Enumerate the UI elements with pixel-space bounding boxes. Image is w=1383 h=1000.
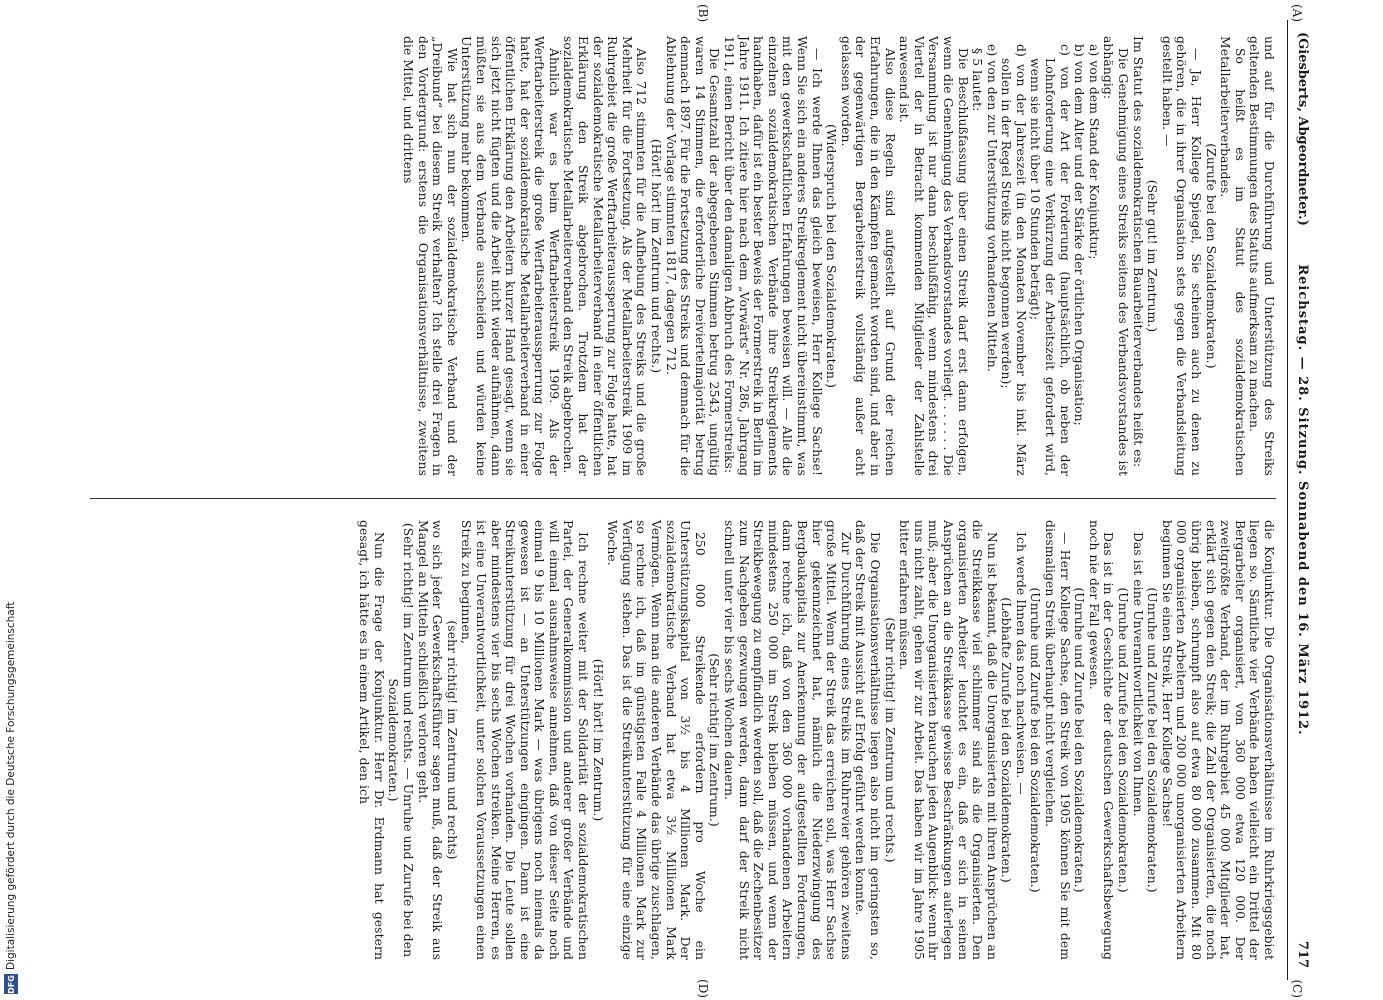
list-item: d) von der Jahreszeit (in den Monaten November bis inkl. März sollen in der Regel Streiks nicht begonnen werden); xyxy=(999,44,1028,476)
interjection: (Widerspruch bei den Sozialdemokraten.) xyxy=(824,124,839,388)
page-number: 717 xyxy=(1295,940,1310,968)
right-paragraph: Ich rechne weiter mit der Solidarität der sozialdemokratischen Partei, der Generalkommission und anderer großer Verbände und will einmal ausnahmsweise annehmen, daß von dieser Seite noch einmal 9 bis 10 Millionen Mark — was übrigens noch niemals da gewesen ist — an Unterstützungen eingingen. Dann ist eine Streikunterstützung für drei Wochen vorhanden. Die Leute sollen aber mindestens vier bis sechs Wochen streiken. Meine Herren, es ist eine Unverantwortlichkeit, unter solchen Voraussetzungen einen Streik zu beginnen, xyxy=(459,520,591,960)
left-paragraph: Die Beschlußfassung über einen Streik darf erst dann erfolgen, wenn die Genehmigung des Verbandsvorstandes vorliegt. . . . . . . Die Versammlung ist nur dann beschlußfähig, wenn mindestens drei Viertel der in Betracht kommenden Mitglieder der Zahlstelle anwesend ist. xyxy=(897,36,970,476)
right-paragraph: Ich werde Ihnen das noch nachweisen. — xyxy=(1013,532,1028,795)
digitization-credit: Digitalisierung gefördert durch die Deutsche Forschungsgemeinschaft xyxy=(5,601,17,970)
interjection: (Sehr gut! im Zentrum.) xyxy=(1145,179,1160,333)
interjection: (Unruhe und Zurufe bei den Sozialdemokraten.) xyxy=(1116,587,1131,893)
margin-marker-a: (A) xyxy=(1290,4,1304,23)
interjection: (Zurufe bei den Sozialdemokraten.) xyxy=(1203,143,1218,369)
list-item: b) von dem Alter und der Stärke der örtlichen Organisation; xyxy=(1072,44,1087,426)
margin-marker-c: (C) xyxy=(1290,979,1304,998)
column-divider xyxy=(90,498,1276,499)
right-paragraph: 250 000 Streikende erfordern pro Woche ein Unterstützungskapital von 3½ bis 4 Millionen Mark. Der sozialdemokratische Verband hat etwa 3½ Millionen Mark Vermögen. Wenn man die anderen Verbände das übrige zuschlagen, so rechne ich, daß im günstigsten Falle 4 Millionen Mark zur Verfügung stehen. Das ist die Streikunterstützung für eine einzige Woche. xyxy=(605,520,707,960)
right-paragraph: Nun die Frage der Konjunktur. Herr Dr. Erdmann hat gestern gesagt, ich hätte es in einem Artikel, den ich xyxy=(357,520,386,960)
right-paragraph: die Konjunktur. Die Organisationsverhältnisse im Ruhrkriegsgebiet liegen so. Sämtliche vier Verbände haben vielleicht ein Drittel der Bergarbeiter organisiert, von 360 000 etwa 120 000. Der zweitgrößte Verband, der im Ruhrgebiet 45 000 Mitglieder hat, erklärt sich gegen den Streik; die Zahl der Organisierten, die noch übrig bleiben, schrumpft also auf etwa 80 000 zusammen. Mit 80 000 organisierten Arbeitern und 200 000 unorganisierten Arbeitern beginnen Sie einen Streik, Herr Kollege Sachse! xyxy=(1159,520,1276,960)
interjection: (Unruhe und Zurufe bei den Sozialdemokraten.) xyxy=(1072,587,1087,893)
right-paragraph: wo sich jeder Gewerkschaftsführer sagen muß, daß der Streik aus Mangel an Mitteln schließlich verloren geht. xyxy=(415,520,445,960)
left-paragraph: und auf für die Durchführung und Unterstützung des Streiks geltenden Bestimmungen des Statuts aufmerksam zu machen. xyxy=(1247,36,1276,476)
right-paragraph: Das ist in der Geschichte der deutschen Gewerkschaftsbewegung noch nie der Fall gewesen. xyxy=(1086,520,1116,960)
interjection: (Sehr richtig! im Zentrum.) xyxy=(707,653,722,827)
left-paragraph: Im Statut des sozialdemokratischen Bauarbeiterverbandes heißt es: xyxy=(1130,36,1145,468)
page-header xyxy=(1287,20,1314,980)
left-paragraph: Also diese Regeln sind aufgestellt auf Grund der reichen Erfahrungen, die in den Kämpfen gemacht worden sind, und aber in der gegenwärtigen Bergarbeiterstreik vollständig außer acht gelassen worden. xyxy=(838,36,897,476)
header-speaker: (Giesberts, Abgeordneter.) xyxy=(1295,32,1310,226)
right-column xyxy=(82,520,1276,960)
left-paragraph: Ähnlich war es beim Werftarbeiterstreik 1909. Als der Werftarbeiterstreik die große Werftarbeiteraussperrung zur Folge hatte, hat der sozialdemokratische Metallarbeiterverband in einer öffentlichen Erklärung den Arbeitern kurzer Hand gesagt, wenn sie sich jetzt nicht fügten und die Arbeit nicht wieder aufnähmen, dann müßten sie aus dem Verbande ausscheiden und würden keine Unterstützung mehr bekommen. xyxy=(459,36,561,476)
left-paragraph: Also 712 stimmten für die Aufhebung des Streiks und die große Mehrheit für die Fortsetzung. Als der Metallarbeiterstreik 1909 im Ruhrgebiet die große Werftarbeiteraussperrung zur Folge hatte, hat der sozialdemokratische Metallarbeiterverband in einer öffentlichen Erklärung den Streik abgebrochen. Trotzdem hat der sozialdemokratische Metallarbeiterverband den Streik abgebrochen. xyxy=(561,36,649,476)
interjection: (Unruhe und Zurufe bei den Sozialdemokraten.) xyxy=(1028,587,1043,893)
interjection: (Hört! hört! im Zentrum.) xyxy=(590,658,605,822)
dfg-logo-text: DFG xyxy=(6,974,16,994)
right-paragraph: Nun ist bekannt, daß die Unorganisierten mit ihren Ansprüchen an die Streikkasse viel schlimmer sind als die Organisierten. Den organisierten Arbeiter leuchtet es ein, daß er sich in seinen Ansprüchen an die Streikkasse gewisse Beschränkungen auferlegen muß; aber die Unorganisierten brauchen jeden Augenblick: wenn ihr uns nicht zahlt, gehen wir zur Arbeit. Das haben wir im Jahre 1905 bitter erfahren müssen. xyxy=(897,520,999,960)
left-column xyxy=(82,36,1276,476)
interjection: (Sehr richtig! im Zentrum und rechts. — Unruhe und Zurufe bei den Sozialdemokraten.) xyxy=(386,522,415,958)
interjection: (Lebhafte Zurufe bei den Sozialdemokraten.) xyxy=(999,597,1014,883)
dfg-logo-icon xyxy=(4,974,18,994)
list-item: e) von den zur Unterstützung vorhandenen Mitteln. xyxy=(984,44,999,372)
right-paragraph: Das ist eine Unverantwortlichkeit von Ihnen. xyxy=(1130,532,1145,817)
margin-marker-b: (B) xyxy=(696,4,710,23)
left-paragraph: Wie hat sich nun der sozialdemokratische Verband und der „Dreibund“ bei diesem Streik verhalten? Ich stelle drei Fragen in den Vordergrund: erstens die Organisationsverhältnisse, zweitens die Mittel, und drittens xyxy=(400,36,459,476)
right-paragraph: Die Organisationsverhältnisse liegen also nicht im geringsten so, daß der Streik mit Aussicht auf Erfolg geführt werden konnte. xyxy=(853,520,882,960)
left-paragraph: — Ja, Herr Kollege Spiegel, Sie scheinen auch zu denen zu gehören, die in ihrer Organisation stets gegen die Verbandsleitung gestellt haben. — xyxy=(1159,36,1204,476)
left-paragraph: So heißt es im Statut des sozialdemokratischen Metallarbeiterverbandes. xyxy=(1218,36,1247,476)
rotated-page xyxy=(50,0,1350,1000)
left-paragraph: § 5 lautet: xyxy=(970,48,985,112)
interjection: (Sehr richtig! im Zentrum und rechts.) xyxy=(882,617,897,863)
list-item: a) von dem Stand der Konjunktur; xyxy=(1086,44,1101,260)
digitization-credit-strip xyxy=(2,600,24,992)
interjection: (Unruhe und Zurufe bei den Sozialdemokraten.) xyxy=(1145,587,1160,893)
left-paragraph: Die Genehmigung eines Streiks seitens des Verbandsvorstandes ist abhängig: xyxy=(1101,36,1131,476)
left-paragraph: Die Gesamtzahl der abgegebenen Stimmen betrug 2543, ungültig waren 14 Stimmen, die erforderliche Dreiviertelmajorität betrug demnach 1897. Für die Fortsetzung des Streiks und demnach für die Ablehnung der Vorlage stimmten 1817, dagegen 712. xyxy=(663,36,722,476)
interjection: (Hört! hört! im Zentrum und rechts.) xyxy=(649,138,664,374)
right-paragraph: Zur Durchführung eines Streiks im Ruhrrevier gehören zweitens große Mittel. Wenn der Streik das erreichen soll, was Herr Sachse hier gekennzeichnet hat, nämlich die Niederzwingung des Bergbaukapitals zur Anerkennung der aufgestellten Forderungen, dann rechne ich, daß von den 360 000 vorhandenen Arbeitern mindestens 250 000 im Streik bleiben müssen, und wenn der Streikbewegung zu empfindlich werden soll, daß die Zechenbesitzer zum Nachgeben gezwungen werden, dann darf der Streik nicht schnell unter vier bis sechs Wochen dauern. xyxy=(722,520,853,960)
header-title: Reichstag. — 28. Sitzung. Sonnabend den 16. März 1912. xyxy=(1295,264,1310,736)
list-item: c) von der Art der Forderung (hauptsächlich, ob neben der Lohnforderung eine Verkürzung der Arbeitszeit gefordert wird, wenn sie nicht über 10 Stunden beträgt); xyxy=(1028,44,1072,476)
margin-marker-d: (D) xyxy=(696,979,710,998)
right-paragraph: — Herr Kollege Sachse, den Streik von 1905 können Sie mit dem diesmaligen Streik überhaupt nicht vergleichen. xyxy=(1043,520,1072,960)
left-paragraph: — Ich werde Ihnen das gleich beweisen, Herr Kollege Sachse! Wenn Sie sich ein anderes Streikreglement nicht übereinstimmt, was mit den gewerkschaftlichen Erfahrungen beweisen will. — Alle die einzelnen sozialdemokratischen Verbände ihre Streikreglements handhaben, dafür ist ein bester Beweis der Formerstreik in Berlin im Jahre 1911. Ich zitiere hier nach dem „Vorwärts“ Nr. 286, Jahrgang 1911, einen Bericht über den damaligen Abbruch des Formerstreiks: xyxy=(722,36,824,476)
interjection: (sehr richtig! im Zentrum und rechts) xyxy=(444,620,459,860)
